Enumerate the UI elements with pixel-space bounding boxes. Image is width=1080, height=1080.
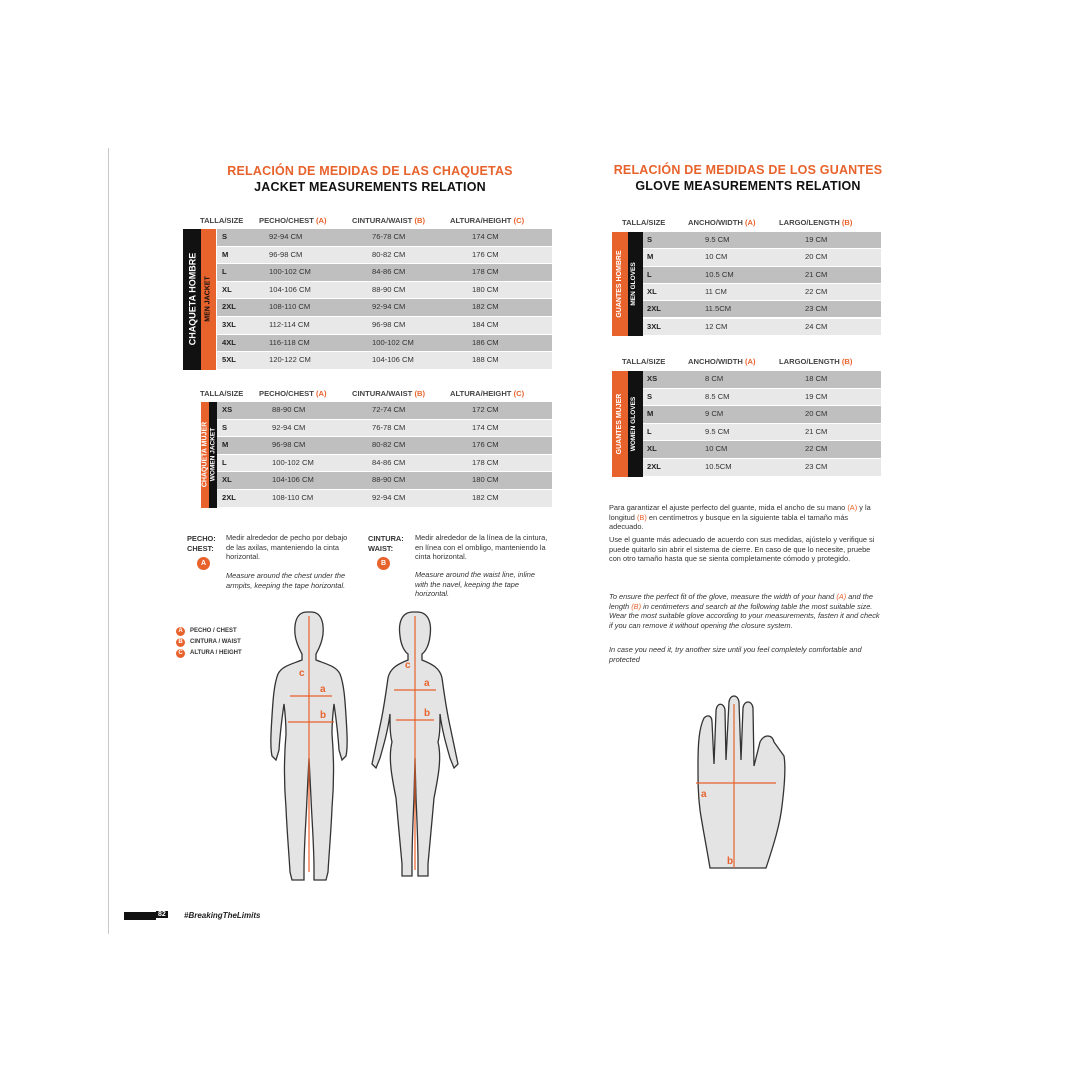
hand-figure bbox=[692, 694, 790, 876]
header-width: ANCHO/WIDTH (A) bbox=[688, 357, 756, 366]
header-size: TALLA/SIZE bbox=[200, 389, 244, 398]
cell-chest: 104-106 CM bbox=[272, 475, 314, 485]
cell-chest: 104-106 CM bbox=[269, 284, 311, 294]
cell-chest: 116-118 CM bbox=[269, 337, 310, 347]
waist-note-text-es: Medir alrededor de la línea de la cintura, en línea con el ombligo, manteniendo la cinta horizontal. bbox=[415, 533, 548, 562]
chest-note-text-en: Measure around the chest under the armpits, keeping the tape horizontal. bbox=[226, 571, 346, 590]
cell-size: XS bbox=[647, 374, 658, 383]
table-row bbox=[217, 317, 552, 334]
jacket-title-es: RELACIÓN DE MEDIDAS DE LAS CHAQUETAS bbox=[227, 164, 513, 178]
cell-height: 178 CM bbox=[472, 267, 499, 277]
cell-width: 11.5CM bbox=[705, 304, 732, 314]
men-jacket-band bbox=[183, 229, 216, 370]
cell-length: 20 CM bbox=[805, 252, 828, 262]
male-letter-a: a bbox=[320, 684, 326, 695]
page-number-bar bbox=[124, 911, 166, 920]
cell-chest: 112-114 CM bbox=[269, 320, 310, 329]
header-height: ALTURA/HEIGHT (C) bbox=[450, 389, 525, 398]
waist-note-label-en: WAIST: bbox=[368, 544, 394, 553]
table-row bbox=[217, 472, 552, 489]
cell-size: XS bbox=[222, 405, 233, 414]
cell-size: 3XL bbox=[647, 321, 661, 331]
male-letter-c: c bbox=[299, 668, 305, 679]
table-row bbox=[217, 229, 552, 246]
cell-waist: 88-90 CM bbox=[372, 475, 406, 485]
cell-size: 2XL bbox=[222, 302, 236, 312]
cell-waist: 76-78 CM bbox=[372, 232, 406, 241]
header-waist: CINTURA/WAIST (B) bbox=[352, 389, 425, 398]
cell-waist: 80-82 CM bbox=[372, 249, 406, 259]
legend-key-c: C bbox=[176, 649, 185, 658]
men-jacket-table bbox=[217, 229, 552, 370]
page-gutter-line bbox=[108, 148, 109, 934]
table-row bbox=[217, 247, 552, 264]
cell-length: 19 CM bbox=[805, 391, 828, 401]
cell-waist: 92-94 CM bbox=[372, 302, 406, 312]
cell-waist: 92-94 CM bbox=[372, 493, 406, 502]
table-row bbox=[643, 267, 881, 283]
cell-size: S bbox=[647, 235, 653, 244]
women-gloves-label-es: GUANTES MUJER bbox=[616, 393, 623, 455]
cell-size: 3XL bbox=[222, 320, 236, 329]
cell-size: 2XL bbox=[647, 304, 661, 314]
cell-size: L bbox=[222, 457, 227, 467]
jacket-title-en: JACKET MEASUREMENTS RELATION bbox=[254, 180, 486, 194]
male-letter-b: b bbox=[320, 710, 327, 721]
cell-size: S bbox=[222, 422, 228, 432]
table-row bbox=[643, 424, 881, 441]
cell-height: 174 CM bbox=[472, 422, 499, 432]
header-size: TALLA/SIZE bbox=[200, 216, 244, 225]
table-row bbox=[217, 264, 552, 281]
legend-key-b: B bbox=[176, 638, 185, 647]
cell-chest: 100-102 CM bbox=[272, 457, 314, 467]
cell-waist: 88-90 CM bbox=[372, 284, 406, 294]
hand-letter-a: a bbox=[701, 789, 707, 800]
cell-length: 20 CM bbox=[805, 409, 828, 419]
women-gloves-label-en: WOMEN GLOVES bbox=[630, 396, 637, 452]
cell-chest: 108-110 CM bbox=[272, 493, 314, 502]
cell-size: S bbox=[647, 391, 653, 401]
chest-badge: A bbox=[197, 557, 210, 570]
table-row bbox=[217, 299, 552, 316]
header-chest: PECHO/CHEST (A) bbox=[259, 216, 327, 225]
legend-label-b: CINTURA / WAIST bbox=[190, 639, 241, 645]
cell-chest: 92-94 CM bbox=[269, 232, 303, 241]
cell-waist: 72-74 CM bbox=[372, 405, 406, 414]
cell-width: 9.5 CM bbox=[705, 235, 730, 244]
cell-size: S bbox=[222, 232, 228, 241]
cell-size: 2XL bbox=[222, 493, 236, 502]
cell-height: 180 CM bbox=[472, 475, 499, 485]
cell-height: 188 CM bbox=[472, 355, 499, 365]
table-row bbox=[217, 490, 552, 507]
table-row bbox=[217, 420, 552, 437]
women-jacket-label-es: CHAQUETA MUJER bbox=[201, 421, 209, 488]
table-row bbox=[643, 232, 881, 248]
male-body-figure bbox=[262, 608, 362, 886]
waist-note-text-en: Measure around the waist line, inline with the navel, keeping the tape horizontal. bbox=[415, 570, 535, 599]
cell-length: 24 CM bbox=[805, 321, 828, 331]
table-row bbox=[643, 371, 881, 388]
cell-width: 8 CM bbox=[705, 374, 724, 383]
female-letter-a: a bbox=[424, 678, 430, 689]
cell-size: 4XL bbox=[222, 337, 236, 347]
cell-length: 19 CM bbox=[805, 235, 828, 244]
men-gloves-label-en: MEN GLOVES bbox=[630, 262, 637, 306]
table-row bbox=[643, 459, 881, 476]
female-letter-c: c bbox=[405, 660, 411, 671]
table-row bbox=[643, 441, 881, 458]
cell-length: 18 CM bbox=[805, 374, 828, 383]
glove-text-es-1: Para garantizar el ajuste perfecto del guante, mida el ancho de su mano (A) y la longitud (B) en centímetros y busque en la siguiente tabla el tamaño más adecuado. bbox=[609, 503, 871, 532]
table-row bbox=[217, 282, 552, 299]
table-row bbox=[217, 335, 552, 352]
cell-height: 178 CM bbox=[472, 457, 499, 467]
female-letter-b: b bbox=[424, 708, 431, 719]
glove-title-es: RELACIÓN DE MEDIDAS DE LOS GUANTES bbox=[613, 163, 883, 177]
header-length: LARGO/LENGTH (B) bbox=[779, 218, 853, 227]
chest-note-text-es: Medir alrededor de pecho por debajo de las axilas, manteniendo la cinta horizontal. bbox=[226, 533, 348, 562]
header-waist: CINTURA/WAIST (B) bbox=[352, 216, 425, 225]
cell-height: 174 CM bbox=[472, 232, 499, 241]
cell-width: 10 CM bbox=[705, 444, 728, 454]
cell-height: 186 CM bbox=[472, 337, 499, 347]
cell-height: 176 CM bbox=[472, 249, 499, 259]
cell-size: L bbox=[647, 426, 652, 436]
chest-note-label: PECHO: bbox=[187, 534, 216, 543]
cell-height: 172 CM bbox=[472, 405, 499, 414]
women-jacket-label-en: WOMEN JACKET bbox=[209, 427, 217, 482]
cell-width: 12 CM bbox=[705, 321, 728, 331]
header-width: ANCHO/WIDTH (A) bbox=[688, 218, 756, 227]
header-size: TALLA/SIZE bbox=[622, 218, 666, 227]
cell-chest: 108-110 CM bbox=[269, 302, 311, 312]
women-jacket-table bbox=[217, 402, 552, 508]
cell-waist: 80-82 CM bbox=[372, 440, 406, 450]
men-gloves-label-es: GUANTES HOMBRE bbox=[616, 250, 623, 318]
table-row bbox=[217, 437, 552, 454]
cell-chest: 88-90 CM bbox=[272, 405, 306, 414]
cell-length: 21 CM bbox=[805, 426, 828, 436]
cell-width: 9.5 CM bbox=[705, 426, 730, 436]
men-gloves-table bbox=[643, 232, 881, 336]
cell-chest: 92-94 CM bbox=[272, 422, 306, 432]
cell-chest: 96-98 CM bbox=[272, 440, 306, 450]
cell-height: 182 CM bbox=[472, 493, 499, 502]
women-gloves-table bbox=[643, 371, 881, 477]
cell-length: 21 CM bbox=[805, 269, 828, 279]
women-jacket-band bbox=[201, 402, 217, 508]
table-row bbox=[643, 406, 881, 423]
header-height: ALTURA/HEIGHT (C) bbox=[450, 216, 525, 225]
cell-size: XL bbox=[647, 286, 657, 296]
cell-size: 5XL bbox=[222, 355, 236, 365]
glove-text-en-1: To ensure the perfect fit of the glove, measure the width of your hand (A) and the length (B) in centimeters and search at the following table the most suitable size. Wear the most suitable glove according to your measurements, fasten it and check if you can remove it without opening the closure system. bbox=[609, 592, 880, 630]
cell-width: 10 CM bbox=[705, 252, 728, 262]
header-size: TALLA/SIZE bbox=[622, 357, 666, 366]
cell-size: M bbox=[222, 249, 229, 259]
header-chest: PECHO/CHEST (A) bbox=[259, 389, 327, 398]
table-row bbox=[217, 352, 552, 369]
cell-size: XL bbox=[222, 284, 232, 294]
cell-size: M bbox=[222, 440, 229, 450]
cell-height: 182 CM bbox=[472, 302, 499, 312]
men-jacket-label-es: CHAQUETA HOMBRE bbox=[187, 252, 198, 346]
legend-label-a: PECHO / CHEST bbox=[190, 628, 237, 634]
cell-size: L bbox=[647, 269, 652, 279]
cell-length: 22 CM bbox=[805, 286, 828, 296]
table-row bbox=[643, 319, 881, 335]
cell-waist: 84-86 CM bbox=[372, 267, 406, 277]
legend-key-a: A bbox=[176, 627, 185, 636]
waist-badge: B bbox=[377, 557, 390, 570]
cell-length: 23 CM bbox=[805, 462, 828, 471]
cell-height: 184 CM bbox=[472, 320, 499, 329]
table-row bbox=[217, 402, 552, 419]
footer-hashtag: #BreakingTheLimits bbox=[184, 911, 261, 920]
cell-width: 9 CM bbox=[705, 409, 724, 419]
table-row bbox=[643, 301, 881, 317]
waist-note-label: CINTURA: bbox=[368, 534, 404, 543]
cell-size: XL bbox=[222, 475, 232, 485]
cell-size: M bbox=[647, 409, 654, 419]
cell-waist: 76-78 CM bbox=[372, 422, 406, 432]
cell-size: 2XL bbox=[647, 462, 661, 471]
cell-chest: 120-122 CM bbox=[269, 355, 311, 365]
cell-waist: 104-106 CM bbox=[372, 355, 414, 365]
cell-length: 22 CM bbox=[805, 444, 828, 454]
cell-waist: 100-102 CM bbox=[372, 337, 414, 347]
glove-text-en-2: In case you need it, try another size until you feel completely comfortable and protected bbox=[609, 645, 862, 664]
cell-height: 180 CM bbox=[472, 284, 499, 294]
legend-label-c: ALTURA / HEIGHT bbox=[190, 650, 242, 656]
men-jacket-label-en: MEN JACKET bbox=[204, 276, 212, 322]
table-row bbox=[217, 455, 552, 472]
hand-letter-b: b bbox=[727, 856, 734, 867]
cell-width: 10.5 CM bbox=[705, 269, 734, 279]
glove-text-es-2: Use el guante más adecuado de acuerdo con sus medidas, ajústelo y verifique si puede quitarlo sin abrir el sistema de cierre. En caso de que lo necesite, pruebe con otro tamaño hasta que se sienta completamente cómodo y protegido. bbox=[609, 535, 875, 564]
chest-note-label-en: CHEST: bbox=[187, 544, 214, 553]
cell-size: L bbox=[222, 267, 227, 277]
glove-title-en: GLOVE MEASUREMENTS RELATION bbox=[635, 179, 861, 193]
table-row bbox=[643, 284, 881, 300]
table-row bbox=[643, 389, 881, 406]
cell-width: 10.5CM bbox=[705, 462, 732, 471]
cell-width: 8.5 CM bbox=[705, 391, 730, 401]
page-number: 82 bbox=[158, 911, 166, 918]
men-gloves-band bbox=[612, 232, 643, 336]
cell-waist: 96-98 CM bbox=[372, 320, 406, 329]
cell-chest: 96-98 CM bbox=[269, 249, 303, 259]
cell-size: M bbox=[647, 252, 654, 262]
cell-length: 23 CM bbox=[805, 304, 828, 314]
female-body-figure bbox=[368, 608, 468, 886]
women-gloves-band bbox=[612, 371, 643, 477]
cell-size: XL bbox=[647, 444, 657, 454]
header-length: LARGO/LENGTH (B) bbox=[779, 357, 853, 366]
table-row bbox=[643, 249, 881, 265]
cell-width: 11 CM bbox=[705, 286, 727, 296]
cell-waist: 84-86 CM bbox=[372, 457, 406, 467]
cell-chest: 100-102 CM bbox=[269, 267, 311, 277]
cell-height: 176 CM bbox=[472, 440, 499, 450]
